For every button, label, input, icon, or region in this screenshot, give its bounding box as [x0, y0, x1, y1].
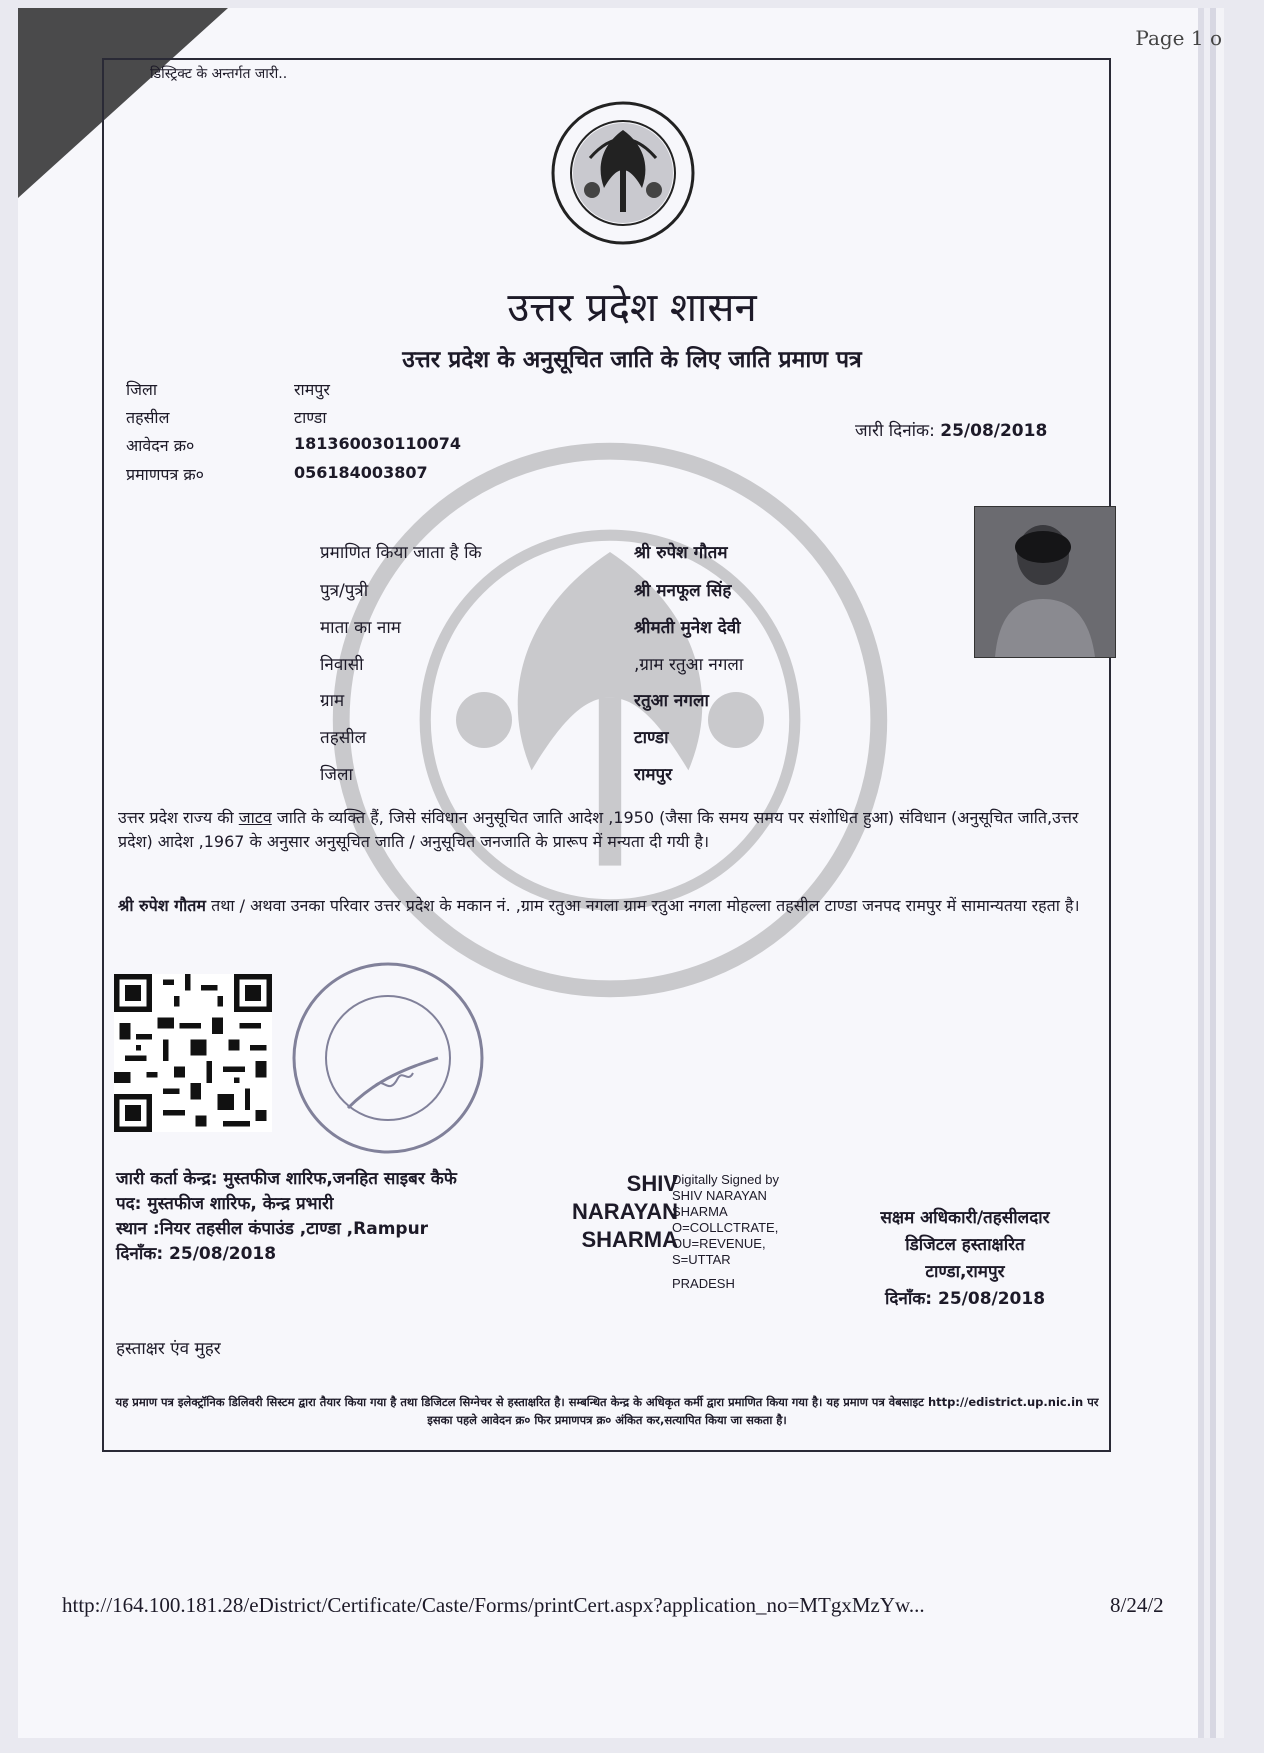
tehsil-label: तहसील	[126, 408, 170, 427]
tehsil-value: टाण्डा	[294, 408, 327, 427]
cyber-cafe-stamp	[288, 958, 488, 1158]
village-value: रतुआ नगला	[634, 691, 709, 711]
signature-detail-line: SHIV NARAYAN	[672, 1188, 767, 1203]
verification-footer-note: यह प्रमाण पत्र इलेक्ट्रॉनिक डिलिवरी सिस्टम द्वारा तैयार किया गया है तथा डिजिटल सिग्नेचर से हस्ताक्षरित है। सम्बन्धित केन्द्र के अधिकृत कर्मी द्वारा प्रमाणित किया गया है। यह प्रमाण पत्र वेबसाइट http://edistrict.up.nic.in पर इसका पहले आवेदन क्र० फिर प्रमाणपत्र क्र० अंकित कर,सत्यापित किया जा सकता है।	[115, 1395, 1099, 1427]
signature-name-line: NARAYAN	[572, 1199, 678, 1224]
page-number: Page 1 o	[1135, 26, 1222, 50]
issuer-center: जारी कर्ता केन्द्र: मुस्तफीज शारिफ,जनहित साइबर कैफे	[116, 1169, 457, 1189]
applicant-name: श्री रुपेश गौतम	[634, 543, 728, 563]
officer-date	[850, 1286, 1080, 1313]
residence-applicant-name: श्री रुपेश गौतम	[118, 896, 206, 915]
certificate-no-label: प्रमाणपत्र क्र०	[126, 465, 204, 484]
digital-signature-name	[552, 1170, 678, 1254]
applicant-photo	[974, 506, 1116, 658]
caste-name: जाटव	[238, 808, 272, 827]
print-url: http://164.100.181.28/eDistrict/Certificate/Caste/Forms/printCert.aspx?application_no=MTgxMzYw...	[62, 1593, 925, 1617]
issuer-place: स्थान :नियर तहसील कंपाउंड ,टाण्डा ,Rampur	[116, 1219, 429, 1239]
officer-date-label: दिनाँक:	[884, 1289, 933, 1309]
certificate-no-value: 056184003807	[294, 463, 428, 482]
district-value: रामपुर	[294, 380, 330, 399]
issuer-block	[116, 1167, 457, 1267]
residence-statement	[118, 894, 1108, 918]
person-silhouette-icon	[975, 507, 1115, 657]
signature-name-line: SHARMA	[581, 1227, 678, 1252]
signature-detail-line: O=COLLCTRATE,	[672, 1220, 779, 1235]
print-date: 8/24/2	[1110, 1593, 1164, 1617]
resident-label: निवासी	[320, 655, 364, 675]
government-title: उत्तर प्रदेश शासन	[507, 285, 757, 331]
father-name: श्री मनफूल सिंह	[634, 581, 732, 601]
officer-title: सक्षम अधिकारी/तहसीलदार	[880, 1208, 1050, 1228]
signature-detail-line: OU=REVENUE,	[672, 1236, 766, 1251]
issuer-date-label: दिनाँक:	[116, 1244, 164, 1264]
issuer-date	[116, 1242, 457, 1267]
signature-detail-line: PRADESH	[672, 1276, 735, 1291]
signature-detail-line: Digitally Signed by	[672, 1172, 779, 1187]
certified-label: प्रमाणित किया जाता है कि	[320, 543, 482, 563]
mother-name: श्रीमती मुनेश देवी	[634, 618, 741, 638]
header-note: डिस्ट्रिक्ट के अन्तर्गत जारी..	[150, 66, 288, 82]
officer-block	[850, 1205, 1080, 1313]
signature-detail-line: SHARMA	[672, 1204, 728, 1219]
issue-date-value: 25/08/2018	[940, 421, 1048, 441]
signature-and-seal-label: हस्ताक्षर एंव मुहर	[116, 1339, 221, 1359]
application-no-value: 181360030110074	[294, 434, 461, 453]
residence-statement-text: तथा / अथवा उनका परिवार उत्तर प्रदेश के मकान नं. ,ग्राम रतुआ नगला ग्राम रतुआ नगला मोहल्ला तहसील टाण्डा जनपद रामपुर में सामान्यतया रहता है।	[206, 896, 1080, 915]
resident-value: ,ग्राम रतुआ नगला	[634, 655, 744, 675]
signature-detail-line: S=UTTAR	[672, 1252, 731, 1267]
mother-name-label: माता का नाम	[320, 618, 401, 638]
officer-subtitle: डिजिटल हस्ताक्षरित	[905, 1235, 1025, 1255]
officer-date-value: 25/08/2018	[938, 1289, 1046, 1309]
uttar-pradesh-emblem	[550, 100, 696, 246]
son-daughter-label: पुत्र/पुत्री	[320, 581, 369, 601]
signature-gap	[672, 1268, 822, 1276]
caste-statement	[118, 806, 1108, 854]
caste-statement-end: जाति के व्यक्ति हैं, जिसे संविधान अनुसूचित जाति आदेश ,1950 (जैसा कि समय समय पर संशोधित हुआ) संविधान (अनुसूचित जाति,उत्तर प्रदेश) आदेश ,1967 के अनुसार अनुसूचित जाति / अनुसूचित जनजाति के प्रारूप में मन्यता दी गयी है।	[118, 808, 1079, 851]
issuer-date-value: 25/08/2018	[169, 1244, 277, 1264]
detail-tehsil-label: तहसील	[320, 728, 367, 748]
qr-code	[114, 974, 272, 1132]
detail-district-label: जिला	[320, 765, 353, 785]
detail-tehsil-value: टाण्डा	[634, 728, 669, 748]
village-label: ग्राम	[320, 691, 345, 711]
issue-date	[855, 418, 1047, 441]
signature-name-line: SHIV	[626, 1171, 678, 1196]
digital-signature-details	[672, 1172, 822, 1292]
caste-statement-start: उत्तर प्रदेश राज्य की	[118, 808, 239, 827]
officer-place: टाण्डा,रामपुर	[925, 1262, 1005, 1282]
issue-date-label: जारी दिनांक:	[855, 421, 935, 441]
detail-district-value: रामपुर	[634, 765, 673, 785]
application-no-label: आवेदन क्र०	[126, 436, 195, 455]
issuer-post: पद: मुस्तफीज शारिफ, केन्द्र प्रभारी	[116, 1194, 334, 1214]
district-label: जिला	[126, 380, 158, 399]
certificate-title: उत्तर प्रदेश के अनुसूचित जाति के लिए जाति प्रमाण पत्र	[402, 347, 862, 373]
